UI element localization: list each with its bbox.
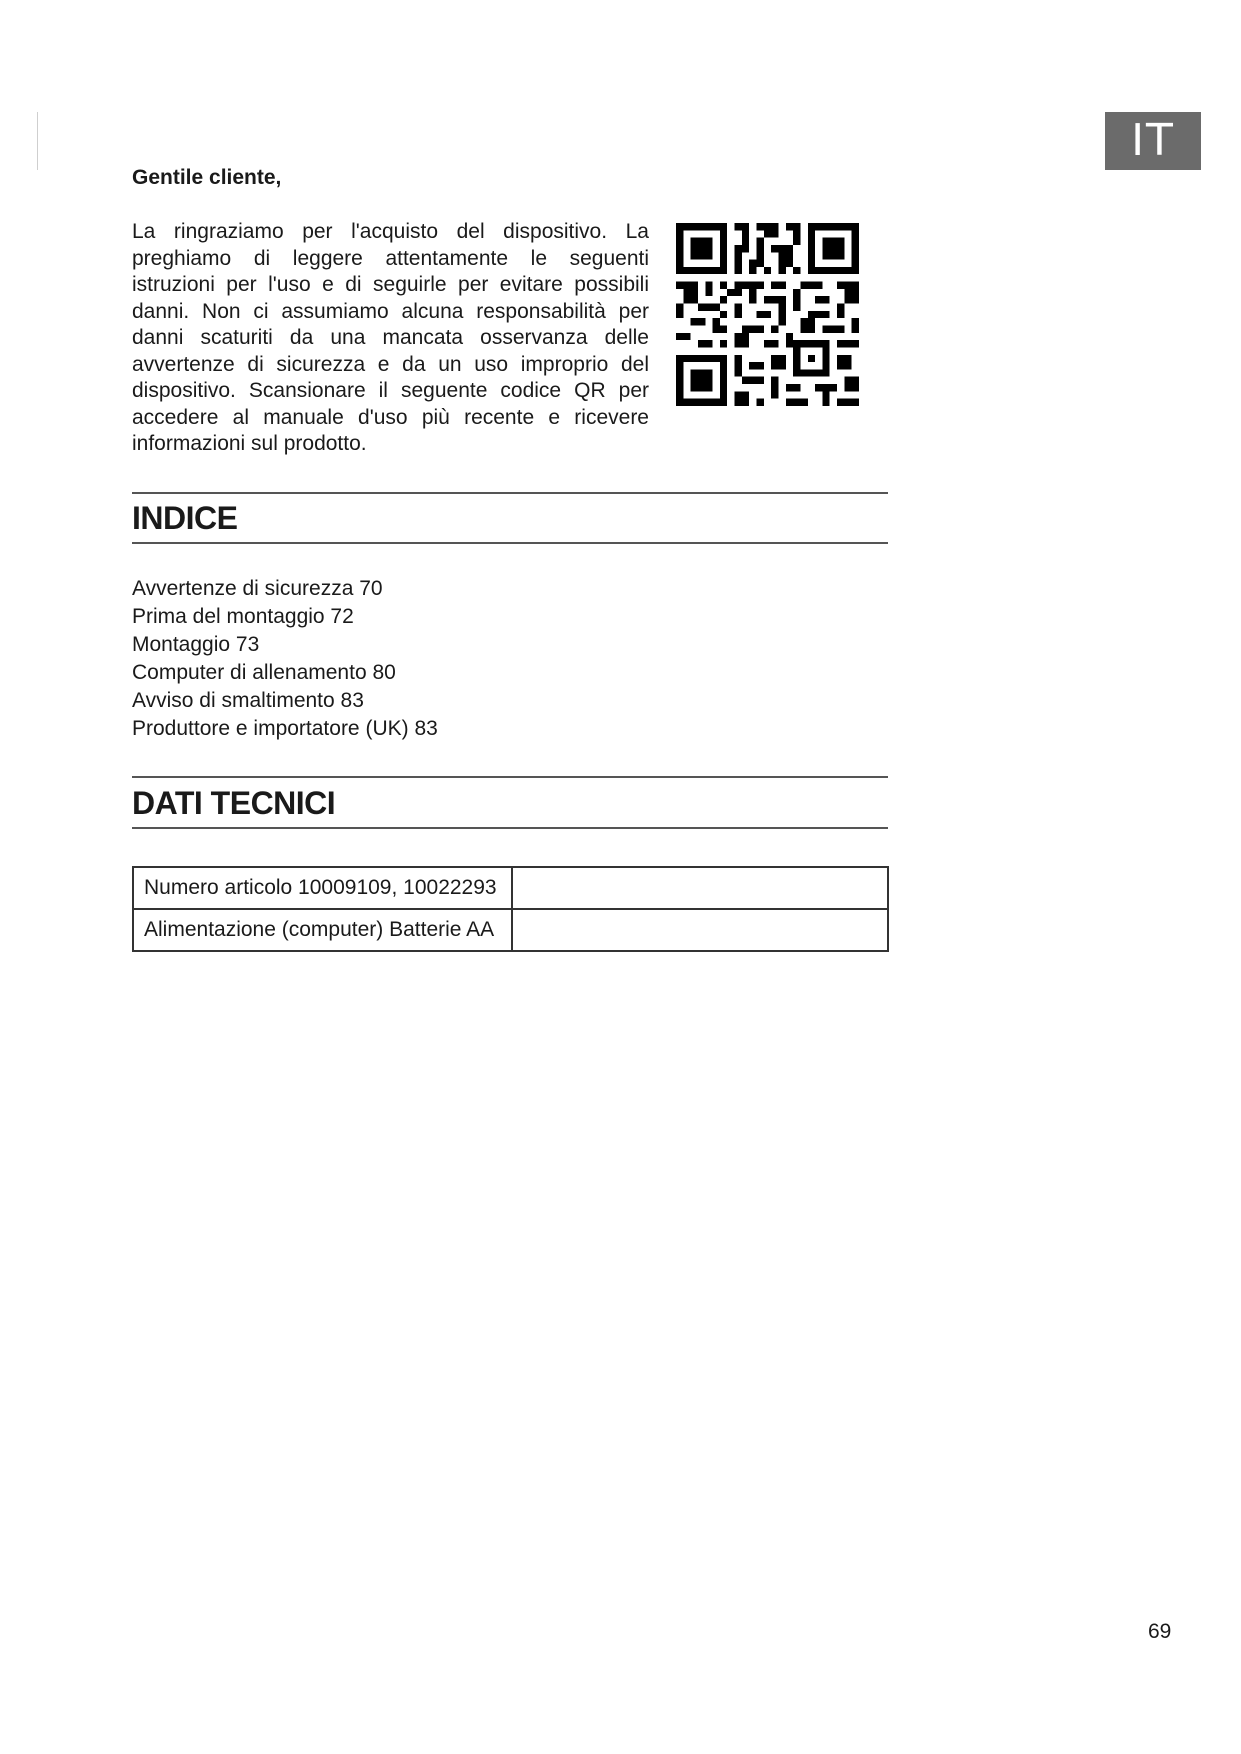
indice-heading: INDICE [132,500,238,536]
toc-item[interactable]: Avviso di smaltimento 83 [132,689,364,712]
indice-bottom-rule [132,542,888,544]
spec-label: Numero articolo 10009109, 10022293 [133,867,512,909]
dati-tecnici-bottom-rule [132,827,888,829]
toc-item[interactable]: Computer di allenamento 80 [132,661,396,684]
spec-label: Alimentazione (computer) Batterie AA [133,909,512,951]
toc-item[interactable]: Avvertenze di sicurezza 70 [132,577,383,600]
margin-line [37,112,38,170]
greeting: Gentile cliente, [132,166,282,189]
indice-top-rule [132,492,888,494]
toc-item[interactable]: Prima del montaggio 72 [132,605,354,628]
dati-tecnici-top-rule [132,776,888,778]
page-number: 69 [1148,1620,1172,1643]
qr-code-icon [676,222,859,407]
intro-paragraph: La ringraziamo per l'acquisto del dispositivo. La preghiamo di leggere attentamente le seguenti istruzioni per l'uso e di seguirle per evitare possibili danni. Non ci assumiamo alcuna responsabilità per danni scaturiti da una mancata osservanza delle avvertenze di sicurezza e da un uso improprio del dispositivo. Scansionare il seguente codice QR per accedere al manuale d'uso più recente e ricevere informazioni sul prodotto. [132,220,649,455]
dati-tecnici-heading: DATI TECNICI [132,785,336,821]
table-of-contents [132,575,438,743]
table-row [133,867,888,909]
spec-value [512,867,888,909]
toc-item[interactable]: Produttore e importatore (UK) 83 [132,717,438,740]
language-tab: IT [1105,112,1201,170]
spec-table [132,866,889,952]
spec-value [512,909,888,951]
toc-item[interactable]: Montaggio 73 [132,633,260,656]
table-row [133,909,888,951]
